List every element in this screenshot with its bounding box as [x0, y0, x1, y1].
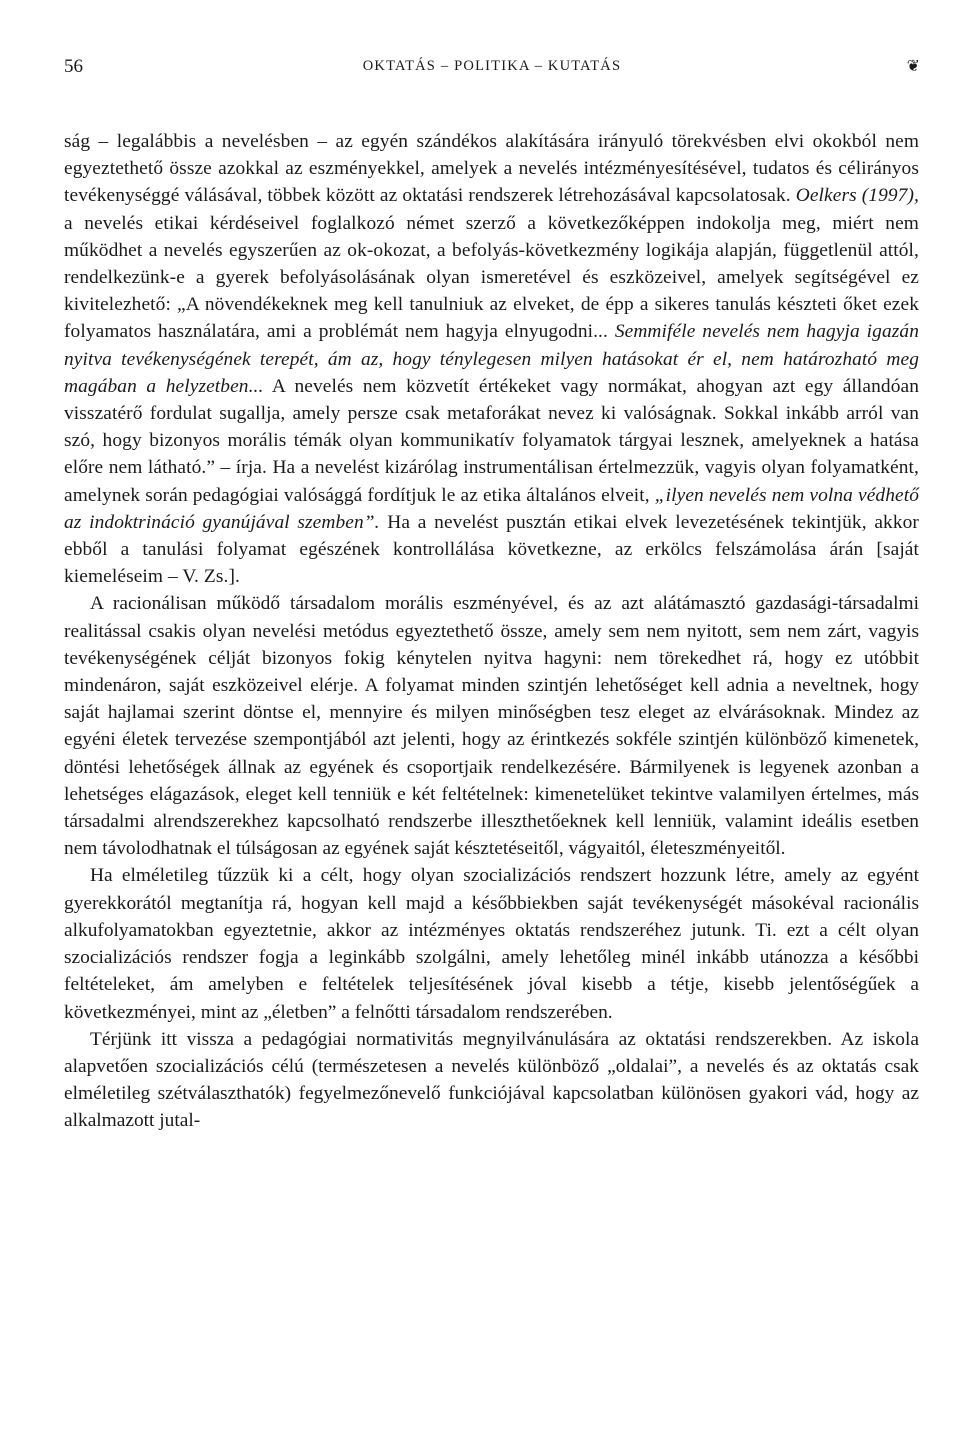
running-title: OKTATÁS – POLITIKA – KUTATÁS [362, 58, 622, 74]
body-text [64, 128, 919, 1135]
paragraph-3: Ha elméletileg tűzzük ki a célt, hogy olyan szocializációs rendszert hozzunk létre, amely az egyént gyerekkorától megtanítja rá, hogyan kell majd a későbbiekben saját tevékenységét másokéval racionális alkufolyamatokban egyeztetnie, akkor az intézményes oktatás rendszeréhez jutunk. Ti. ezt a célt olyan szocializációs rendszer fogja a leginkább szolgálni, amely lehetőleg minél inkább utánozza a későbbi feltételeket, ám amelyben e feltételek teljesítésének jóval kisebb a tétje, kisebb jelentőségűek a következményei, mint az „életben” a felnőtti társadalom rendszerében. [64, 865, 919, 1023]
citation-oelkers: Oelkers (1997), [795, 185, 919, 207]
paragraph-1-text-c: a nevelés etikai kérdéseivel foglalkozó német szerző a következőképpen indokolja meg, miért nem működhet a nevelés egyszerűen az ok-okozat, a befolyás-következmény logikája alapján, függetlenül attól, rendelkezünk-e a gyerek befolyásolásának olyan ismeretével és eszközeivel, amelyek segítségével ez kivitelezhető: „A növendékeknek meg kell tanulniuk az elveket, de épp a sikeres tanulás készteti őket ezek folyamatos használatára, ami a problémát nem hagyja elnyugodni... [64, 212, 919, 343]
paragraph-1-text-e: A nevelés nem közvetít értékeket vagy normákat, ahogyan azt egy állandóan visszatérő fordulat sugallja, amely persze csak metaforákat nevez ki valóságnak. Sokkal inkább arról van szó, hogy bizonyos morális témák olyan kommunikatív folyamatok tárgyai lesznek, amelyeknek a hatása előre nem látható.” – írja. Ha a nevelést kizárólag instrumentálisan értelmezzük, vagyis olyan folyamatként, amelynek során pedagógiai valósággá fordítjuk le az etika általános elveit, [64, 375, 919, 506]
running-head [64, 56, 920, 86]
page-number: 56 [64, 56, 83, 77]
emphasized-quote-1: Semmiféle nevelés nem hagyja igazán nyitva tevékenységének terepét, ám az, hogy ténylegesen milyen hatásokat ér el, nem határozható meg magában a helyzetben... [64, 321, 919, 397]
paragraph-1 [64, 128, 919, 590]
fleuron-icon: ❦ [906, 58, 920, 75]
emphasized-quote-2: „ilyen nevelés nem volna védhető az indoktrináció gyanújával szemben”. [64, 484, 920, 533]
paragraph-1-text-g: Ha a nevelést pusztán etikai elvek levezetésének tekintjük, akkor ebből a tanulási folyamat egészének kontrollálása következne, az erkölcs felszámolása árán [saját kiemeléseim – V. Zs.]. [64, 511, 919, 588]
paragraph-4: Térjünk itt vissza a pedagógiai normativitás megnyilvánulására az oktatási rendszerekben. Az iskola alapvetően szocializációs célú (természetesen a nevelés különböző „oldalai”, a nevelés és az oktatás csak elméletileg szétválaszthatók) fegyelmezőnevelő funkciójával kapcsolatban különösen gyakori vád, hogy az alkalmazott jutal- [64, 1028, 919, 1132]
paragraph-2: A racionálisan működő társadalom morális eszményével, és az azt alátámasztó gazdasági-társadalmi realitással csakis olyan nevelési metódus egyeztethető össze, amely sem nem nyitott, sem nem zárt, vagyis tevékenységének célját bizonyos fokig kénytelen nyitva hagyni: nem törekedhet rá, hogy ez utóbbit mindenáron, saját eszközeivel elérje. A folyamat minden szintjén lehetőséget kell adnia a neveltnek, hogy saját hajlamai szerint döntse el, mennyire és milyen minőségben tesz eleget az elvárásoknak. Mindez az egyéni életek tervezése szempontjából azt jelenti, hogy az érintkezés sokféle szintjén különböző kimenetek, döntési lehetőségek állnak az egyének és csoportjaik rendelkezésére. Bármilyenek is legyenek azonban a lehetséges elágazások, eleget kell tenniük e két feltételnek: kimenetelüket tekintve valamilyen értelmes, más társadalmi alrendszerekhez kapcsolható rendszerbe illeszthetőeknek kell lenniük, valamint ideális esetben nem távolodhatnak el túlságosan az egyének saját késztetéseitől, vágyaitól, életeszményeitől. [64, 593, 919, 860]
paragraph-1-text-a: ság – legalábbis a nevelésben – az egyén szándékos alakítására irányuló törekvésben elvi okokból nem egyeztethető össze azokkal az eszményekkel, amelyek a nevelés intézményesítésével, tudatos és célirányos tevékenységgé válásával, többek között az oktatási rendszerek létrehozásával kapcsolatosak. [64, 131, 919, 207]
